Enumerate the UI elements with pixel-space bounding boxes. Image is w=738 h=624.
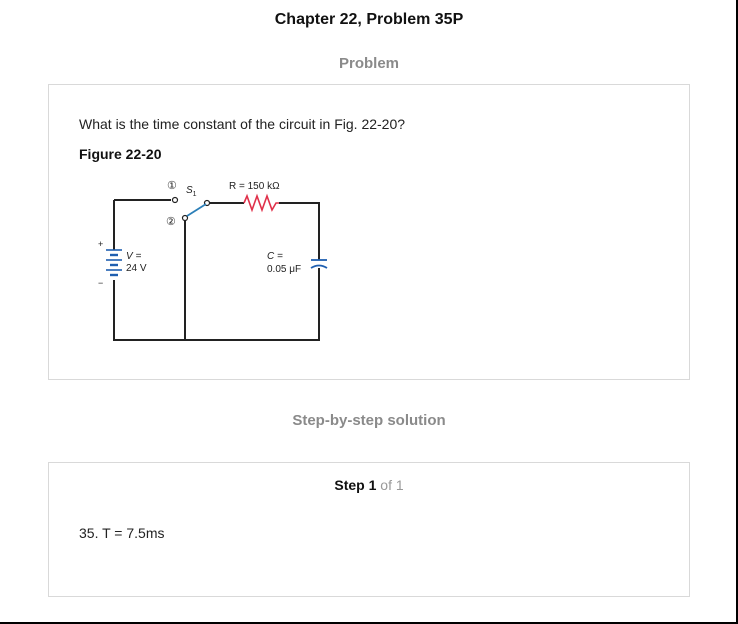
step-number: 1 bbox=[368, 477, 377, 493]
switch-terminal-1 bbox=[173, 198, 178, 203]
solution-section-label: Step-by-step solution bbox=[292, 412, 446, 429]
switch-position-2: ② bbox=[166, 216, 176, 228]
battery-minus-sign: − bbox=[98, 278, 104, 288]
solution-card bbox=[48, 462, 690, 597]
step-header bbox=[49, 477, 689, 493]
switch-label: $S_1$ bbox=[186, 185, 197, 198]
voltage-label: V = bbox=[126, 251, 142, 262]
page-title: Chapter 22, Problem 35P bbox=[274, 11, 464, 28]
voltage-value: 24 V bbox=[126, 263, 147, 274]
problem-section-label: Problem bbox=[338, 55, 399, 72]
figure-label: Figure 22-20 bbox=[79, 146, 162, 162]
capacitor-label: C = bbox=[267, 251, 283, 262]
capacitor-value: 0.05 μF bbox=[267, 264, 302, 275]
circuit-diagram bbox=[79, 175, 339, 350]
problem-card bbox=[48, 84, 690, 380]
battery-symbol bbox=[106, 250, 122, 275]
resistor-symbol bbox=[244, 196, 279, 210]
resistor-label: R = 150 kΩ bbox=[229, 181, 280, 192]
battery-plus-sign: + bbox=[98, 239, 104, 249]
question-text: What is the time constant of the circuit in Fig. 22-20? bbox=[79, 116, 406, 132]
step-word: Step bbox=[334, 477, 365, 493]
switch-terminal-2 bbox=[183, 216, 188, 221]
switch-position-1: ① bbox=[167, 180, 177, 192]
step-of: of 1 bbox=[380, 477, 404, 493]
answer-text: 35. T = 7.5ms bbox=[79, 525, 165, 541]
switch-blade bbox=[187, 204, 206, 216]
capacitor-symbol bbox=[311, 260, 327, 280]
